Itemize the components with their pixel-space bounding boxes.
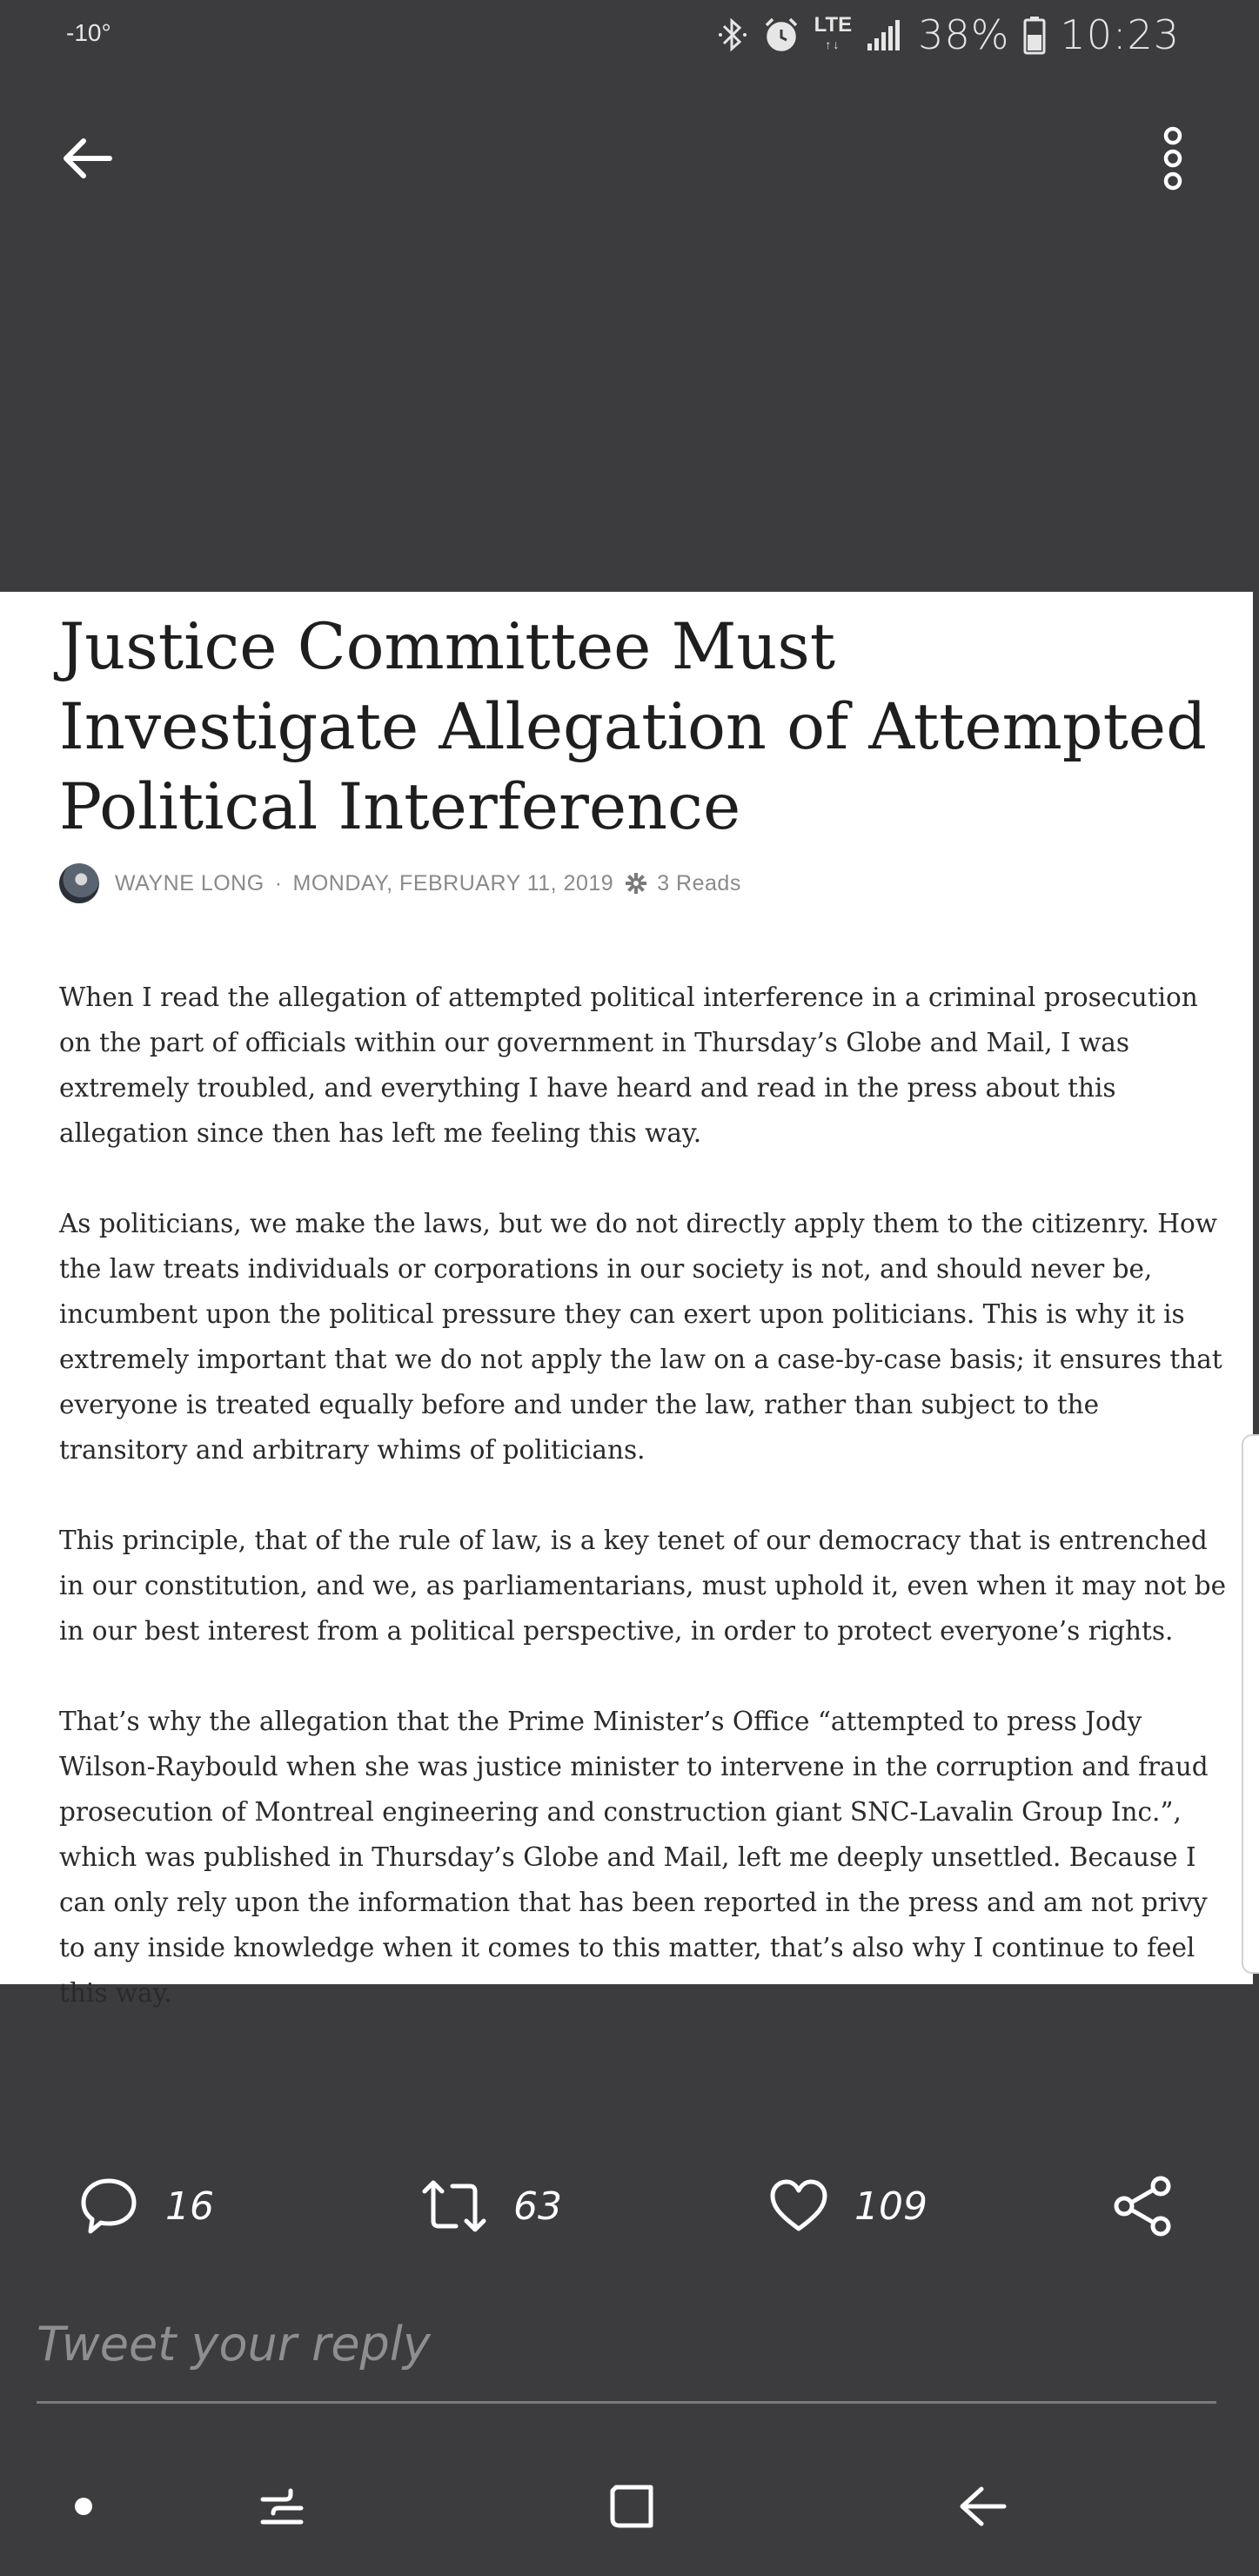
- more-vertical-icon: [1160, 125, 1186, 191]
- author-avatar[interactable]: [59, 863, 99, 903]
- article-title: Justice Committee Must Investigate Allegation of Attempted Political Interference: [59, 610, 1207, 844]
- status-temperature: -10°: [66, 19, 111, 46]
- retweet-icon: [421, 2177, 487, 2235]
- nav-dot-button[interactable]: [40, 2463, 127, 2550]
- article-paragraph: As politicians, we make the laws, but we do not directly apply them to the citizenry. How the law treats individuals or corporations in our society is not, and should never be, incumbent upon the political pressure they can exert upon politicians. This is why it is extremely important that we do not apply the law on a case-by-case basis; it ensures that everyone is treated equally before and under the law, rather than subject to the transitory and arbitrary whims of politicians.: [59, 1209, 1222, 1465]
- reply-button[interactable]: [78, 2167, 214, 2245]
- article-body: [59, 975, 1234, 2061]
- network-type: LTE ↑↓: [814, 16, 853, 54]
- data-arrows-icon: ↑↓: [825, 37, 841, 51]
- byline-separator: ·: [274, 870, 283, 896]
- system-back-button[interactable]: [940, 2463, 1027, 2550]
- nav-back-icon: [955, 2479, 1011, 2534]
- home-square-icon: [604, 2479, 660, 2534]
- scroll-handle[interactable]: [1242, 1434, 1259, 1974]
- like-count: 109: [854, 2184, 928, 2229]
- recents-icon: [256, 2480, 308, 2532]
- arrow-left-icon: [59, 136, 115, 181]
- status-bar: [0, 0, 1253, 70]
- article-paragraph: This principle, that of the rule of law, is a key tenet of our democracy that is entrenched in our constitution, and we, as parliamentarians, must uphold it, even when it may not be in our best interest from a political perspective, in order to protect everyone’s rights.: [59, 1526, 1227, 1646]
- author-name[interactable]: WAYNE LONG: [115, 870, 265, 896]
- clock: 10:23: [1060, 11, 1180, 58]
- heart-icon: [769, 2178, 828, 2234]
- status-icons: [717, 9, 1180, 61]
- share-button[interactable]: [1112, 2167, 1173, 2245]
- battery-icon: [1023, 16, 1046, 54]
- system-nav-bar: [0, 2445, 1253, 2559]
- article-card[interactable]: [0, 592, 1253, 2008]
- article-paragraph: That’s why the allegation that the Prime Minister’s Office “attempted to press Jody Wilson-Raybould when she was justice minister to intervene in the corruption and fraud prosecution of Montreal engineering and construction giant SNC-Lavalin Group Inc.”, which was published in Thursday’s Globe and Mail, left me deeply unsettled. Because I can only rely upon the information that has been reported in the press and am not privy to any inside knowledge when it comes to this matter, that’s also why I continue to feel this way.: [59, 1707, 1209, 2008]
- more-options-button[interactable]: [1138, 115, 1208, 202]
- article-paragraph: When I read the allegation of attempted political interference in a criminal prosecution on the part of officials within our government in Thursday’s Globe and Mail, I was extremely troubled, and everything I have heard and read in the press about this allegation since then has left me feeling this way.: [59, 983, 1198, 1148]
- read-count: 3 Reads: [657, 870, 741, 896]
- comment-icon: [78, 2176, 139, 2237]
- like-button[interactable]: [769, 2167, 928, 2245]
- reply-placeholder: Tweet your reply: [37, 2317, 431, 2371]
- bluetooth-icon: [717, 16, 748, 54]
- recents-button[interactable]: [238, 2463, 325, 2550]
- signal-icon: [866, 17, 904, 52]
- gear-icon: [626, 873, 646, 894]
- reply-input[interactable]: [37, 2304, 1216, 2404]
- share-icon: [1112, 2176, 1173, 2237]
- alarm-icon: [762, 16, 800, 54]
- reply-count: 16: [165, 2184, 214, 2229]
- dot-icon: [73, 2496, 94, 2517]
- publish-date: MONDAY, FEBRUARY 11, 2019: [292, 870, 614, 896]
- back-button[interactable]: [49, 124, 125, 193]
- retweet-count: 63: [513, 2184, 562, 2229]
- battery-percent: 38%: [918, 11, 1010, 58]
- retweet-button[interactable]: [421, 2167, 562, 2245]
- tweet-actions: [0, 2167, 1253, 2245]
- home-button[interactable]: [588, 2463, 675, 2550]
- article-byline: [59, 862, 741, 905]
